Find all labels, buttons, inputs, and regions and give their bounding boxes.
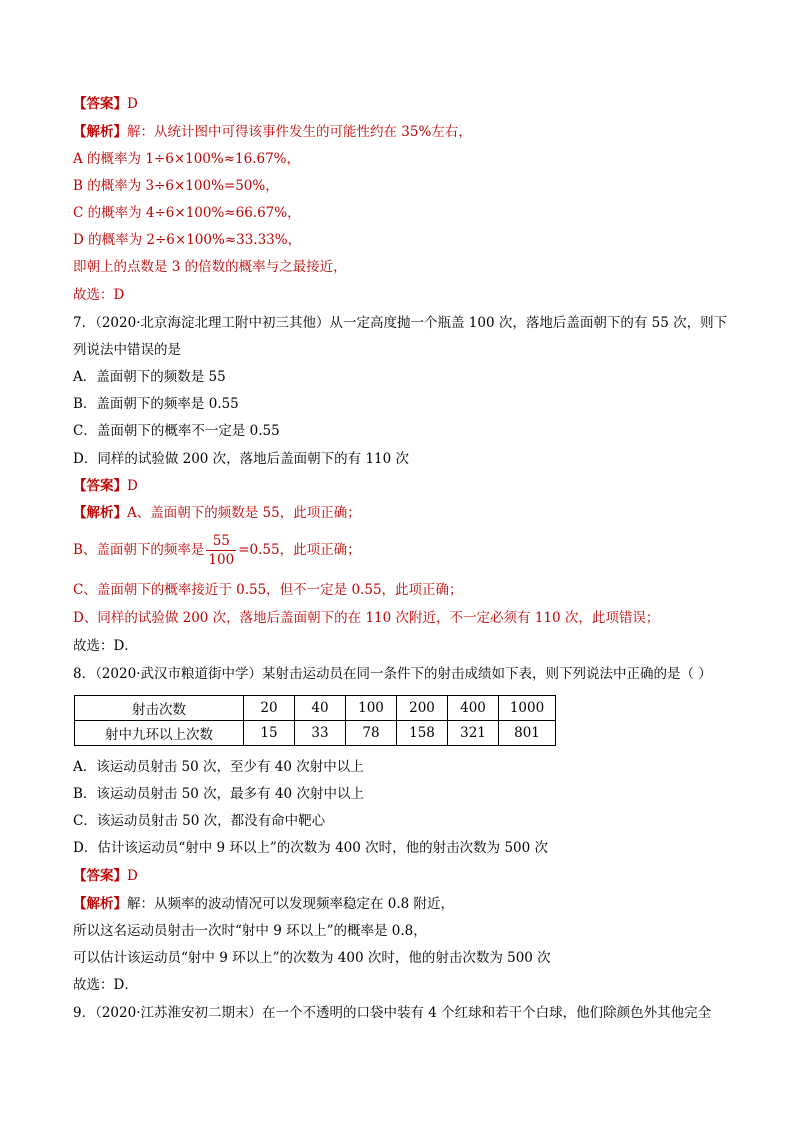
q6-answer: 【答案】D (73, 96, 138, 112)
q8-option-d: D．估计该运动员“射中 9 环以上”的次数为 400 次时，他的射击次数为 500 次 (73, 840, 548, 856)
q8-answer: 【答案】D (73, 868, 138, 884)
fraction (206, 532, 236, 569)
table-row (75, 721, 556, 746)
q8-option-a: A．该运动员射击 50 次，至少有 40 次射中以上 (73, 759, 364, 775)
table-cell: 321 (448, 721, 499, 746)
q7-analysis-b: B、盖面朝下的频率是 $\frac{55}{100}$ =0.55，此项正确； (73, 533, 361, 568)
fraction-numerator: 55 (206, 532, 236, 551)
q8-conclusion: 故选：D． (73, 977, 138, 993)
q6-analysis-line-3: B 的概率为 3÷6×100%=50%， (73, 178, 279, 194)
q8-analysis-line-3: 可以估计该运动员“射中 9 环以上”的次数为 400 次时，他的射击次数为 500 次 (73, 950, 551, 966)
q7-option-c: C．盖面朝下的概率不一定是 0.55 (73, 423, 280, 439)
q6-analysis-line-5: D 的概率为 2÷6×100%≈33.33%， (73, 232, 302, 248)
q8-stem: 8．（2020·武汉市粮道街中学）某射击运动员在同一条件下的射击成绩如下表，则下列说法中正确的是（ ） (73, 666, 712, 682)
q8-analysis-line-1: 【解析】解：从频率的波动情况可以发现频率稳定在 0.8 附近， (73, 896, 455, 912)
q7-analysis-c: C、盖面朝下的概率接近于 0.55，但不一定是 0.55，此项正确； (73, 582, 463, 598)
q7-option-a: A．盖面朝下的频数是 55 (73, 369, 226, 385)
table-cell: 100 (346, 696, 397, 721)
q6-conclusion: 故选：D (73, 287, 125, 303)
q8-option-c: C．该运动员射击 50 次，都没有命中靶心 (73, 813, 326, 829)
q7-stem-line-1: 7．（2020·北京海淀北理工附中初三其他）从一定高度抛一个瓶盖 100 次，落地后盖面朝下的有 55 次，则下 (73, 315, 728, 331)
table-cell: 158 (397, 721, 448, 746)
table-cell: 15 (244, 721, 295, 746)
q7-option-d: D．同样的试验做 200 次，落地后盖面朝下的有 110 次 (73, 451, 410, 467)
table-header-cell: 射中九环以上次数 (75, 721, 244, 746)
q9-stem: 9．（2020·江苏淮安初二期末）在一个不透明的口袋中装有 4 个红球和若干个白球，他们除颜色外其他完全 (73, 1005, 712, 1021)
q6-analysis-line-6: 即朝上的点数是 3 的倍数的概率与之最接近， (73, 259, 347, 275)
table-cell: 40 (295, 696, 346, 721)
q7-analysis-d: D、同样的试验做 200 次，落地后盖面朝下的在 110 次附近，不一定必须有 110 次，此项错误； (73, 610, 660, 626)
q7-stem-line-2: 列说法中错误的是 (73, 342, 181, 358)
q7-analysis-a: 【解析】A、盖面朝下的频数是 55，此项正确； (73, 505, 361, 521)
table-cell: 33 (295, 721, 346, 746)
q8-analysis-line-2: 所以这名运动员射击一次时“射中 9 环以上”的概率是 0.8， (73, 923, 427, 939)
q7-conclusion: 故选：D． (73, 638, 138, 654)
fraction-denominator: 100 (208, 552, 235, 568)
table-cell: 801 (499, 721, 556, 746)
table-cell: 400 (448, 696, 499, 721)
shooting-table (74, 695, 556, 746)
table-cell: 78 (346, 721, 397, 746)
table-cell: 1000 (499, 696, 556, 721)
q6-analysis-line-2: A 的概率为 1÷6×100%≈16.67%， (73, 151, 301, 167)
q6-analysis-line-1: 【解析】解：从统计图中可得该事件发生的可能性约在 35%左右， (73, 124, 472, 140)
table-header-cell: 射击次数 (75, 696, 244, 721)
q7-answer: 【答案】D (73, 478, 138, 494)
table-row (75, 696, 556, 721)
table-cell: 20 (244, 696, 295, 721)
q7-option-b: B．盖面朝下的频率是 0.55 (73, 396, 239, 412)
table-cell: 200 (397, 696, 448, 721)
q6-analysis-line-4: C 的概率为 4÷6×100%≈66.67%， (73, 205, 301, 221)
q8-option-b: B．该运动员射击 50 次，最多有 40 次射中以上 (73, 786, 364, 802)
